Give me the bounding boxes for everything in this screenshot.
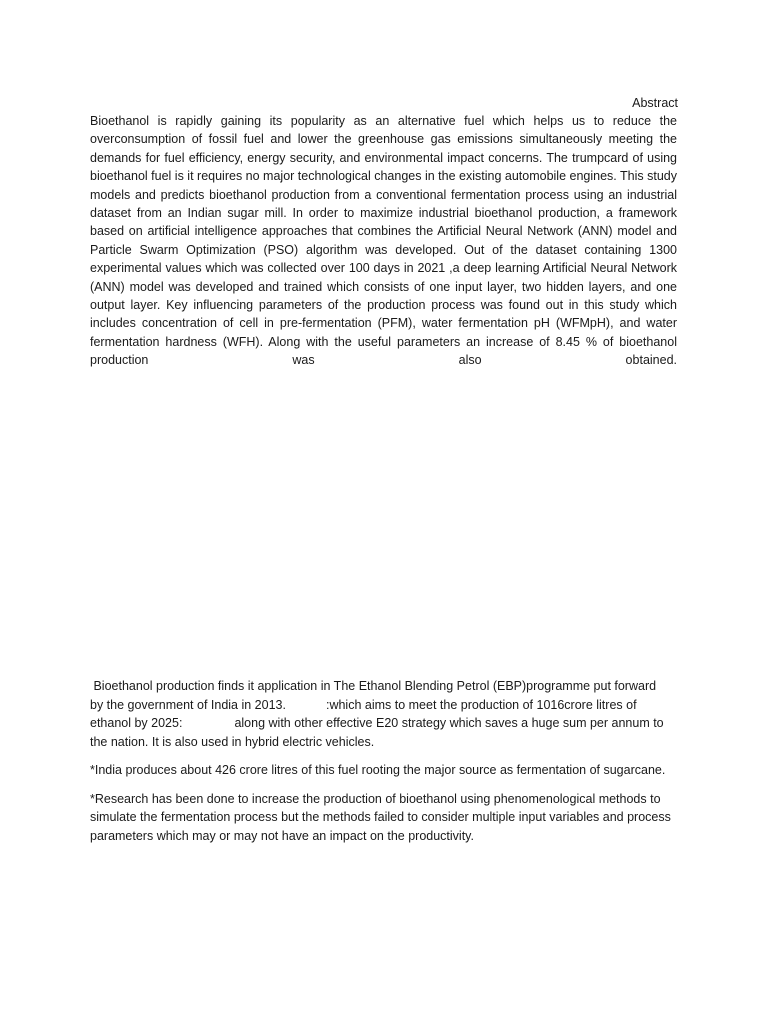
intro-line-3-start: ethanol by 2025:: [90, 716, 183, 730]
intro-line-4: the nation. It is also used in hybrid electric vehicles.: [90, 734, 375, 749]
notes-section: [90, 677, 680, 855]
intro-line-3: [90, 714, 680, 733]
abstract-heading: Abstract: [632, 96, 678, 110]
intro-line-3-end: along with other effective E20 strategy which saves a huge sum per annum to: [234, 716, 664, 730]
intro-paragraph: [90, 677, 680, 751]
intro-line-2-end: :which aims to meet the production of 1016crore litres of: [325, 697, 637, 712]
note-point-2: *Research has been done to increase the production of bioethanol using phenomenological methods to simulate the fermentation process but the methods failed to consider multiple input variables and process parameters which may or may not have an impact on the productivity.: [90, 791, 671, 843]
intro-line-2: [90, 696, 680, 715]
intro-line-1: Bioethanol production finds it application in The Ethanol Blending Petrol (EBP)programme put forward: [90, 679, 657, 693]
abstract-body: Bioethanol is rapidly gaining its popularity as an alternative fuel which helps us to reduce the overconsumption of fossil fuel and lower the greenhouse gas emissions simultaneously meeting the demands for fuel efficiency, energy security, and environmental impact concerns. The trumpcard of using bioethanol fuel is it requires no major technological changes in the existing automobile engines. This study models and predicts bioethanol production from a conventional fermentation process using an industrial dataset from an Indian sugar mill. In order to maximize industrial bioethanol production, a framework based on artificial intelligence approaches that combines the Artificial Neural Network (ANN) model and Particle Swarm Optimization (PSO) algorithm was developed. Out of the dataset containing 1300 experimental values which was collected over 100 days in 2021 ,a deep learning Artificial Neural Network (ANN) model was developed and trained which consists of one input layer, two hidden layers, and one output layer. Key influencing parameters of the production process was found out in this study which includes concentration of cell in pre-fermentation (PFM), water fermentation pH (WFMpH), and water fermentation hardness (WFH). Along with the useful parameters an increase of 8.45 % of bioethanol production was also obtained.: [90, 114, 677, 368]
note-point-1: *India produces about 426 crore litres of this fuel rooting the major source as fermentation of sugarcane.: [90, 763, 666, 777]
intro-line-2-start: by the government of India in 2013.: [90, 697, 286, 712]
